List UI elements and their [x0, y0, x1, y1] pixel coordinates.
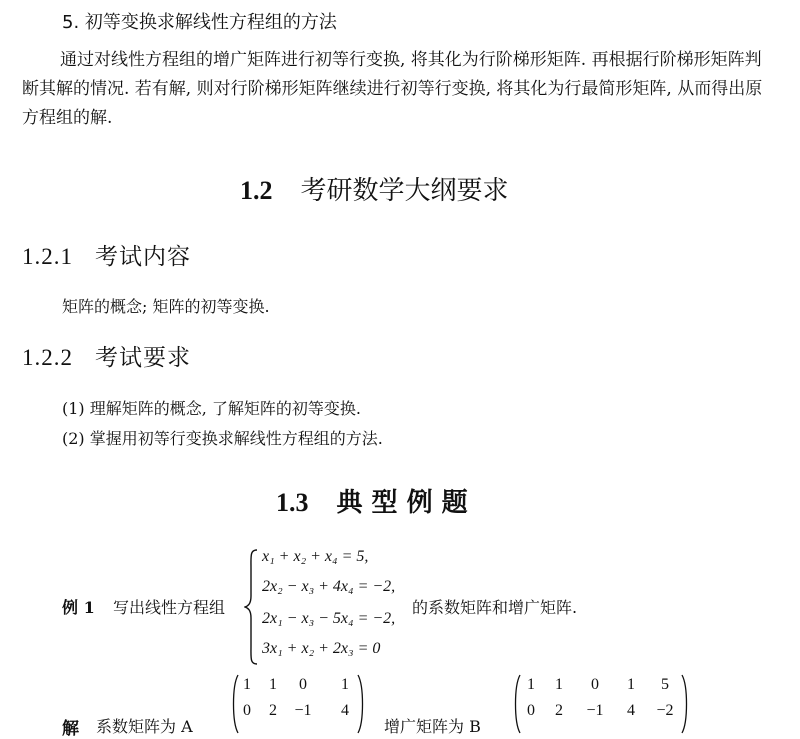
section-heading-1-2	[240, 170, 509, 207]
solution-label: 解	[62, 719, 79, 739]
equation-line: x₁ + x₂ + x₄ = 5,	[262, 548, 369, 565]
method-title: 5. 初等变换求解线性方程组的方法	[62, 12, 337, 33]
matrix-cell: 0	[299, 676, 307, 693]
right-paren-icon	[680, 674, 690, 734]
section-title: 典 型 例 题	[336, 488, 468, 518]
subsection-title: 考试要求	[95, 345, 191, 371]
requirement-item: (2) 掌握用初等行变换求解线性方程组的方法.	[62, 429, 383, 448]
example-label: 例 1	[62, 598, 95, 617]
example-suffix: 的系数矩阵和增广矩阵.	[412, 598, 578, 617]
matrix-cell: 1	[269, 676, 277, 693]
equation-line: 2x₁ − x₃ − 5x₄ = −2,	[262, 610, 396, 627]
matrix-cell: 4	[627, 702, 635, 719]
section-heading-1-3	[276, 482, 468, 519]
matrix-cell: 1	[555, 676, 563, 693]
subsection-number: 1.2.2	[22, 345, 73, 370]
section-number: 1.3	[276, 488, 309, 517]
subsection-heading-1-2-1	[22, 238, 191, 271]
section-title: 考研数学大纲要求	[300, 176, 509, 206]
augmented-matrix-text: 增广矩阵为 B	[384, 717, 481, 736]
coefficient-matrix-text: 系数矩阵为 A	[96, 717, 193, 736]
left-brace-icon	[244, 548, 260, 666]
matrix-cell: 0	[527, 702, 535, 719]
requirement-item: (1) 理解矩阵的概念, 了解矩阵的初等变换.	[62, 399, 362, 418]
method-paragraph: 通过对线性方程组的增广矩阵进行初等行变换, 将其化为行阶梯形矩阵. 再根据行阶梯形矩阵判断其解的情况. 若有解, 则对行阶梯形矩阵继续进行初等行变换, 将其化为行最简形矩阵, 从而得出原方程组的解.	[22, 50, 763, 128]
example-prefix: 写出线性方程组	[113, 598, 226, 617]
matrix-cell: 1	[627, 676, 635, 693]
subsection-heading-1-2-2	[22, 339, 191, 372]
right-paren-icon	[356, 674, 366, 734]
matrix-cell: 1	[527, 676, 535, 693]
matrix-cell: 2	[555, 702, 563, 719]
matrix-cell: 0	[243, 702, 251, 719]
matrix-cell: −2	[656, 702, 674, 719]
matrix-cell: −1	[586, 702, 604, 719]
subsection-number: 1.2.1	[22, 244, 73, 269]
exam-content-text: 矩阵的概念; 矩阵的初等变换.	[62, 297, 270, 316]
section-number: 1.2	[240, 176, 273, 205]
equation-line: 3x₁ + x₂ + 2x₃ = 0	[262, 640, 381, 657]
matrix-cell: −1	[294, 702, 312, 719]
matrix-cell: 1	[243, 676, 251, 693]
matrix-cell: 4	[341, 702, 349, 719]
matrix-cell: 2	[269, 702, 277, 719]
matrix-cell: 0	[591, 676, 599, 693]
matrix-cell: 5	[661, 676, 669, 693]
equation-line: 2x₂ − x₃ + 4x₄ = −2,	[262, 578, 396, 595]
matrix-cell: 1	[341, 676, 349, 693]
subsection-title: 考试内容	[95, 244, 191, 270]
